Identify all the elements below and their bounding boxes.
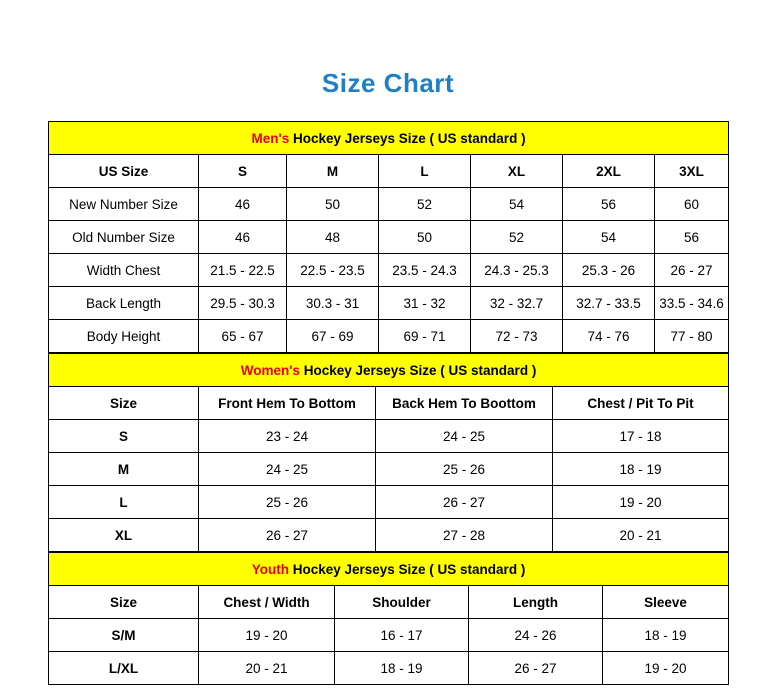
table-row [49, 486, 729, 519]
table-section-header-row [49, 354, 729, 387]
mens-row-3-label: Back Length [49, 287, 199, 320]
womens-row-1-cell-0: 24 - 25 [199, 453, 376, 486]
mens-row-1-label: Old Number Size [49, 221, 199, 254]
womens-col-3: Chest / Pit To Pit [553, 387, 729, 420]
womens-col-1: Front Hem To Bottom [199, 387, 376, 420]
mens-row-3-cell-2: 31 - 32 [379, 287, 471, 320]
womens-row-1-cell-2: 18 - 19 [553, 453, 729, 486]
youth-row-0-cell-3: 18 - 19 [603, 619, 729, 652]
mens-row-2-cell-2: 23.5 - 24.3 [379, 254, 471, 287]
mens-row-3-cell-5: 33.5 - 34.6 [655, 287, 729, 320]
mens-row-4-cell-5: 77 - 80 [655, 320, 729, 353]
mens-row-1-cell-5: 56 [655, 221, 729, 254]
table-row [49, 320, 729, 353]
mens-size-table [48, 121, 729, 353]
youth-row-0-cell-1: 16 - 17 [335, 619, 469, 652]
womens-row-2-label: L [49, 486, 199, 519]
youth-heading-accent: Youth [251, 561, 289, 577]
mens-row-4-cell-0: 65 - 67 [199, 320, 287, 353]
mens-heading-accent: Men's [251, 130, 290, 146]
womens-row-0-cell-2: 17 - 18 [553, 420, 729, 453]
table-row [49, 254, 729, 287]
table-row [49, 652, 729, 685]
youth-col-0: Size [49, 586, 199, 619]
table-header-row [49, 586, 729, 619]
womens-row-3-cell-1: 27 - 28 [376, 519, 553, 552]
mens-col-1: S [199, 155, 287, 188]
mens-row-0-cell-4: 56 [563, 188, 655, 221]
womens-heading-rest: Hockey Jerseys Size ( US standard ) [299, 362, 537, 378]
womens-row-0-label: S [49, 420, 199, 453]
mens-row-1-cell-0: 46 [199, 221, 287, 254]
youth-col-3: Length [469, 586, 603, 619]
womens-row-2-cell-2: 19 - 20 [553, 486, 729, 519]
mens-row-2-cell-1: 22.5 - 23.5 [287, 254, 379, 287]
womens-row-3-label: XL [49, 519, 199, 552]
womens-row-0-cell-0: 23 - 24 [199, 420, 376, 453]
table-row [49, 221, 729, 254]
youth-row-0-label: S/M [49, 619, 199, 652]
mens-section-heading [49, 122, 729, 155]
youth-row-0-cell-2: 24 - 26 [469, 619, 603, 652]
youth-row-1-cell-3: 19 - 20 [603, 652, 729, 685]
womens-row-1-label: M [49, 453, 199, 486]
mens-row-2-cell-4: 25.3 - 26 [563, 254, 655, 287]
mens-row-2-cell-3: 24.3 - 25.3 [471, 254, 563, 287]
table-row [49, 287, 729, 320]
womens-section-heading [49, 354, 729, 387]
table-row [49, 619, 729, 652]
youth-size-table [48, 552, 729, 685]
page-title: Size Chart [321, 68, 455, 98]
youth-row-1-cell-1: 18 - 19 [335, 652, 469, 685]
mens-row-1-cell-3: 52 [471, 221, 563, 254]
womens-size-table [48, 353, 729, 552]
mens-col-2: M [287, 155, 379, 188]
mens-row-2-cell-0: 21.5 - 22.5 [199, 254, 287, 287]
womens-row-2-cell-0: 25 - 26 [199, 486, 376, 519]
table-section-header-row [49, 553, 729, 586]
mens-row-3-cell-4: 32.7 - 33.5 [563, 287, 655, 320]
size-chart-container [48, 121, 728, 685]
table-header-row [49, 387, 729, 420]
mens-col-3: L [379, 155, 471, 188]
mens-row-3-cell-3: 32 - 32.7 [471, 287, 563, 320]
womens-heading-accent: Women's [240, 362, 300, 378]
table-row [49, 519, 729, 552]
youth-col-2: Shoulder [335, 586, 469, 619]
mens-row-2-cell-5: 26 - 27 [655, 254, 729, 287]
youth-col-1: Chest / Width [199, 586, 335, 619]
table-row [49, 420, 729, 453]
mens-row-2-label: Width Chest [49, 254, 199, 287]
womens-row-3-cell-0: 26 - 27 [199, 519, 376, 552]
mens-row-0-cell-3: 54 [471, 188, 563, 221]
womens-col-2: Back Hem To Boottom [376, 387, 553, 420]
mens-row-1-cell-2: 50 [379, 221, 471, 254]
youth-row-1-label: L/XL [49, 652, 199, 685]
mens-col-5: 2XL [563, 155, 655, 188]
mens-row-0-cell-1: 50 [287, 188, 379, 221]
table-row [49, 188, 729, 221]
womens-row-0-cell-1: 24 - 25 [376, 420, 553, 453]
youth-section-heading [49, 553, 729, 586]
mens-row-3-cell-1: 30.3 - 31 [287, 287, 379, 320]
youth-row-1-cell-2: 26 - 27 [469, 652, 603, 685]
mens-row-0-cell-5: 60 [655, 188, 729, 221]
youth-heading-rest: Hockey Jerseys Size ( US standard ) [288, 561, 526, 577]
womens-row-1-cell-1: 25 - 26 [376, 453, 553, 486]
womens-row-2-cell-1: 26 - 27 [376, 486, 553, 519]
table-header-row [49, 155, 729, 188]
table-section-header-row [49, 122, 729, 155]
mens-row-0-label: New Number Size [49, 188, 199, 221]
mens-col-4: XL [471, 155, 563, 188]
mens-heading-rest: Hockey Jerseys Size ( US standard ) [289, 130, 526, 146]
youth-row-0-cell-0: 19 - 20 [199, 619, 335, 652]
youth-row-1-cell-0: 20 - 21 [199, 652, 335, 685]
mens-row-1-cell-1: 48 [287, 221, 379, 254]
table-row [49, 453, 729, 486]
mens-row-3-cell-0: 29.5 - 30.3 [199, 287, 287, 320]
mens-row-4-cell-2: 69 - 71 [379, 320, 471, 353]
mens-row-0-cell-2: 52 [379, 188, 471, 221]
womens-row-3-cell-2: 20 - 21 [553, 519, 729, 552]
mens-col-0: US Size [49, 155, 199, 188]
mens-row-4-cell-3: 72 - 73 [471, 320, 563, 353]
mens-col-6: 3XL [655, 155, 729, 188]
mens-row-4-cell-4: 74 - 76 [563, 320, 655, 353]
womens-col-0: Size [49, 387, 199, 420]
mens-row-4-label: Body Height [49, 320, 199, 353]
youth-col-4: Sleeve [603, 586, 729, 619]
mens-row-1-cell-4: 54 [563, 221, 655, 254]
mens-row-0-cell-0: 46 [199, 188, 287, 221]
mens-row-4-cell-1: 67 - 69 [287, 320, 379, 353]
